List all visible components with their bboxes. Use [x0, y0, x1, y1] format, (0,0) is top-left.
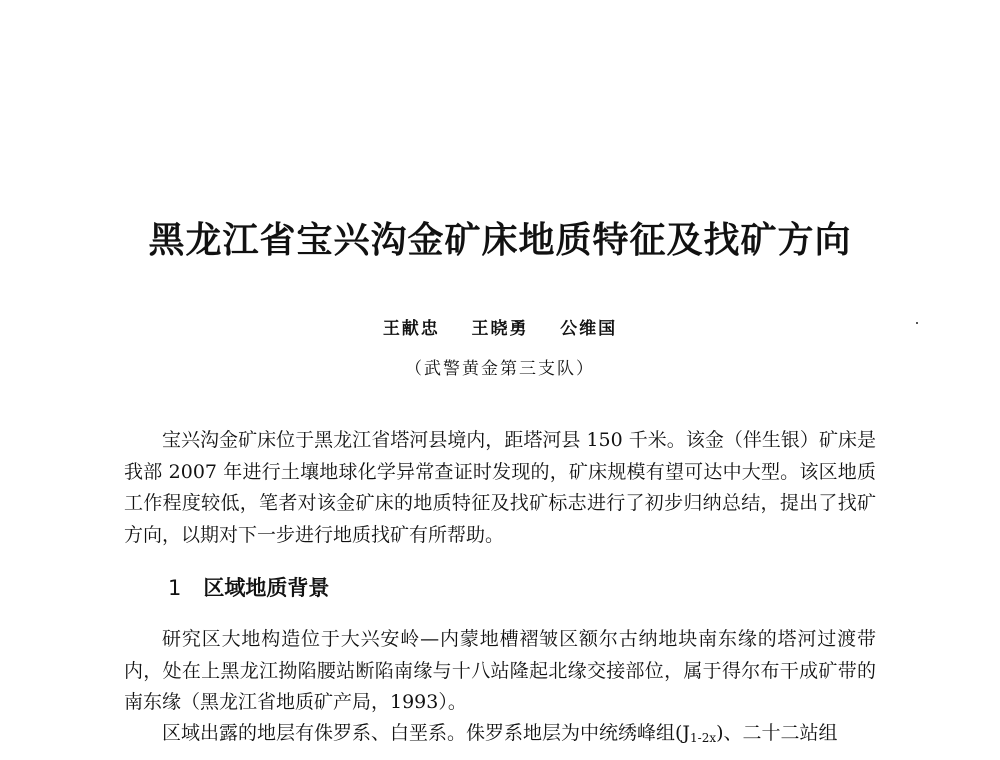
- formation-subscript: 1-2x: [690, 731, 717, 745]
- body-paragraph: 研究区大地构造位于大兴安岭—内蒙地槽褶皱区额尔古纳地块南东缘的塔河过渡带内，处在上黑龙江拗陷腰站断陷南缘与十八站隆起北缘交接部位，属于得尔布干成矿带的南东缘（黑龙江省地质矿产局，1993）。: [124, 628, 876, 713]
- paragraph-lead-text: 区域出露的地层有侏罗系、白垩系。侏罗系地层为中统绣峰组(J: [162, 722, 691, 744]
- section-number: 1: [168, 576, 182, 600]
- body-paragraph-partial: [124, 718, 876, 755]
- section-heading: [168, 572, 329, 602]
- paragraph-tail-text: )、二十二站组: [716, 722, 838, 744]
- author-list: 王献忠 王晓勇 公维国: [382, 319, 618, 339]
- author-affiliation: （武警黄金第三支队）: [405, 359, 595, 379]
- section-title: 区域地质背景: [203, 576, 330, 600]
- scan-speck: [916, 322, 918, 324]
- abstract-paragraph: 宝兴沟金矿床位于黑龙江省塔河县境内，距塔河县 150 千米。该金（伴生银）矿床是我部 2007 年进行土壤地球化学异常查证时发现的，矿床规模有望可达中大型。该区地质工作程度较低，笔者对该金矿床的地质特征及找矿标志进行了初步归纳总结，提出了找矿方向，以期对下一步进行地质找矿有所帮助。: [124, 429, 876, 546]
- paper-title: 黑龙江省宝兴沟金矿床地质特征及找矿方向: [148, 219, 852, 261]
